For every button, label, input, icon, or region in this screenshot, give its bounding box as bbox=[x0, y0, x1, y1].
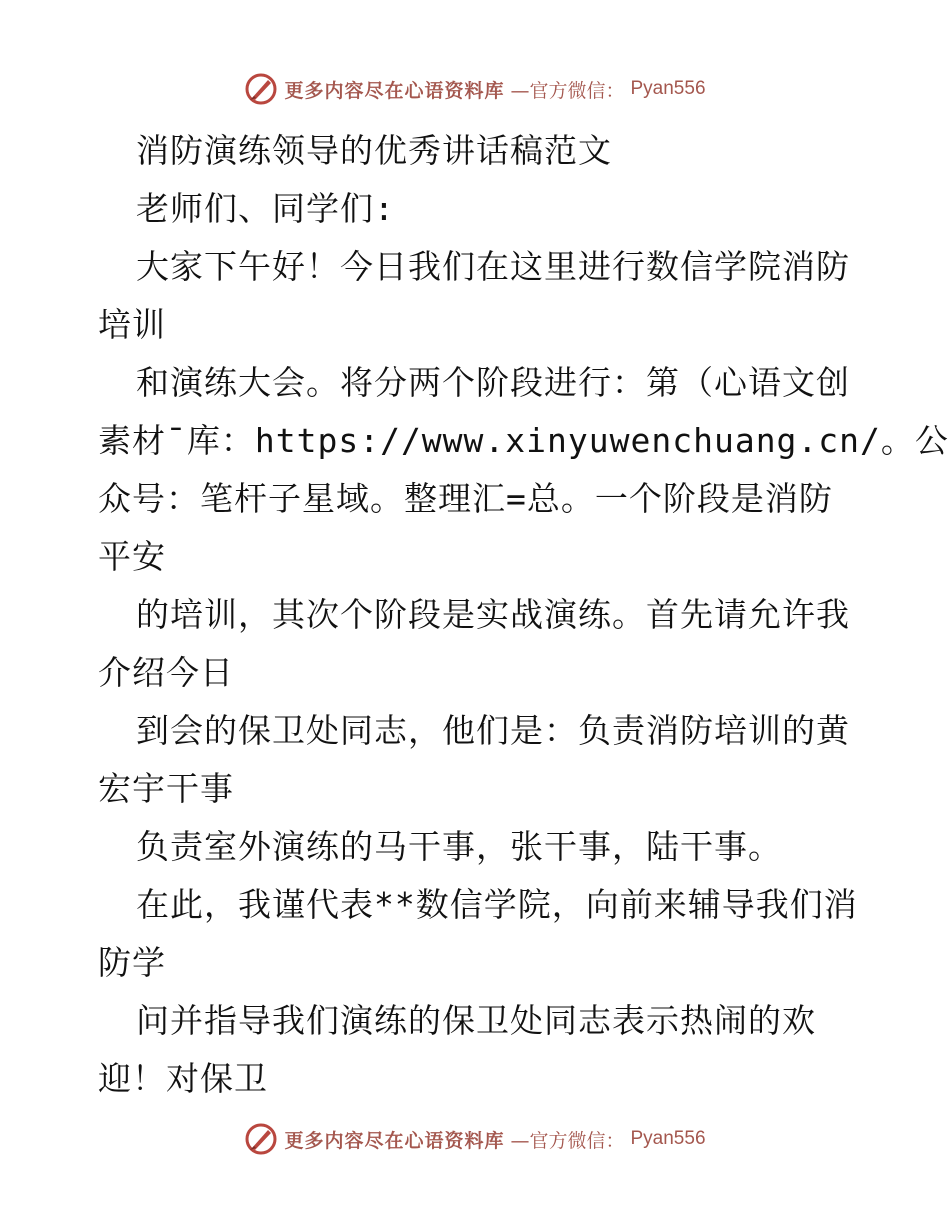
body-line: 平安 bbox=[98, 537, 166, 576]
body-line: 在此，我谨代表**数信学院，向前来辅导我们消 bbox=[136, 885, 858, 924]
body-line: 防学 bbox=[98, 943, 166, 982]
body-line: 介绍今日 bbox=[98, 653, 234, 692]
header-wechat-label: —官方微信： bbox=[510, 79, 625, 102]
body-line: 宏宇干事 bbox=[98, 769, 234, 808]
header-wechat-id: Pyan556 bbox=[630, 78, 706, 99]
footer-wechat-label: —官方微信： bbox=[510, 1129, 625, 1152]
body-line: 大家下午好！今日我们在这里进行数信学院消防 bbox=[136, 247, 850, 286]
body-line: 到会的保卫处同志，他们是：负责消防培训的黄 bbox=[136, 711, 850, 750]
body-line: 众号：笔杆子星域。整理汇=总。一个阶段是消防 bbox=[98, 479, 833, 518]
body-line: 和演练大会。将分两个阶段进行：第（心语文创 bbox=[136, 363, 850, 402]
footer-brand-text: 更多内容尽在心语资料库 bbox=[284, 1129, 505, 1152]
body-line: 问并指导我们演练的保卫处同志表示热闹的欢 bbox=[136, 1001, 816, 1040]
body-line: 负责室外演练的马干事，张干事，陆干事。 bbox=[136, 827, 782, 866]
page-footer bbox=[0, 1122, 950, 1156]
quill-logo-icon bbox=[244, 1122, 278, 1156]
header-brand-text: 更多内容尽在心语资料库 bbox=[284, 79, 505, 102]
document-body bbox=[98, 122, 949, 1108]
body-line: 迎！对保卫 bbox=[98, 1059, 268, 1098]
body-line: 的培训，其次个阶段是实战演练。首先请允许我 bbox=[136, 595, 850, 634]
salutation: 老师们、同学们: bbox=[136, 189, 395, 228]
body-line: 培训 bbox=[98, 305, 166, 344]
page-header bbox=[0, 72, 950, 106]
quill-logo-icon bbox=[244, 72, 278, 106]
document-title: 消防演练领导的优秀讲话稿范文 bbox=[136, 131, 612, 170]
footer-wechat-id: Pyan556 bbox=[630, 1128, 706, 1149]
body-line: 素材¯库：https://www.xinyuwenchuang.cn/。公 bbox=[98, 421, 949, 460]
